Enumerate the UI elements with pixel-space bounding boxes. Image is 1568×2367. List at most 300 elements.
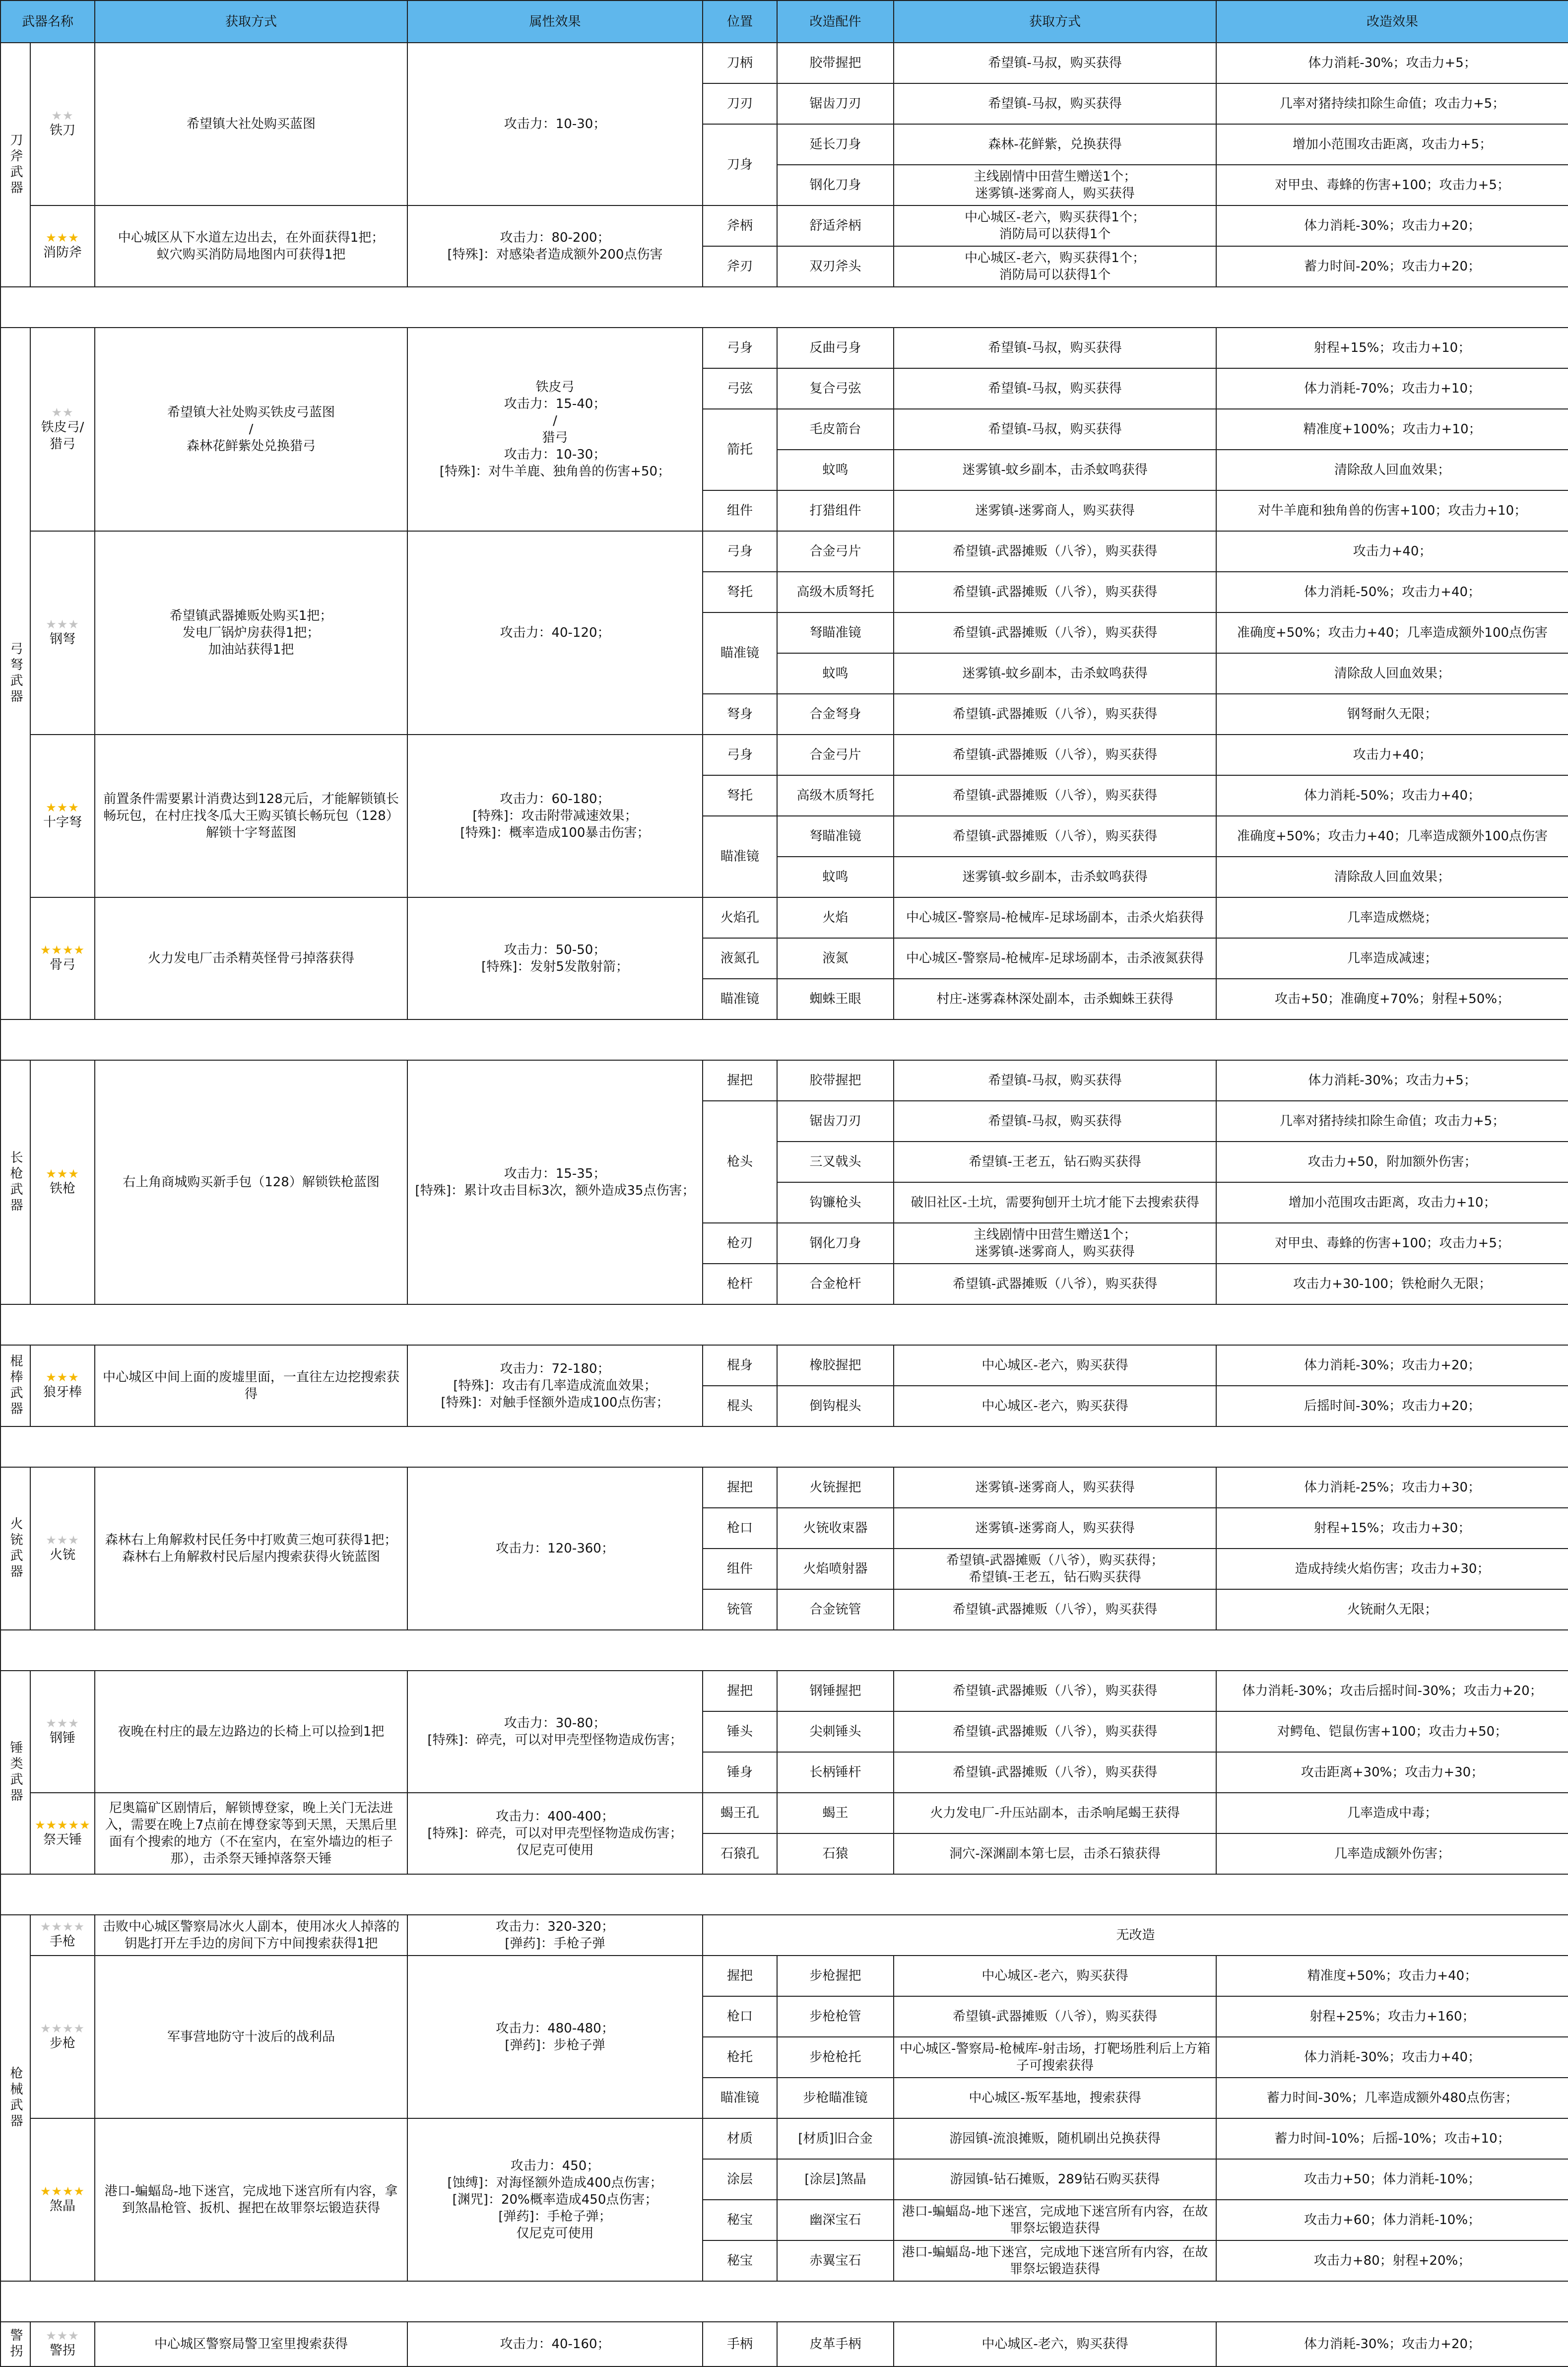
mod-source: 中心城区-叛军基地，搜索获得 <box>894 2078 1216 2118</box>
mod-effect: 后摇时间-30%；攻击力+20； <box>1216 1386 1568 1426</box>
mod-position: 秘宝 <box>703 2240 777 2281</box>
mod-effect: 精准度+50%；攻击力+40； <box>1216 1956 1568 1996</box>
star-rating <box>35 1717 90 1730</box>
mod-position: 棍头 <box>703 1386 777 1426</box>
mod-position: 锤头 <box>703 1711 777 1752</box>
star-icon: ★ <box>57 1716 68 1730</box>
star-icon: ★ <box>57 1370 68 1384</box>
weapon-stats: 攻击力：320-320； [弹药]：手枪子弹 <box>407 1915 703 1956</box>
weapon-stats: 攻击力：480-480； [弹药]：步枪子弹 <box>407 1956 703 2118</box>
star-icon: ★ <box>68 1533 79 1547</box>
mod-effect: 攻击+50；准确度+70%；射程+50%； <box>1216 979 1568 1019</box>
star-icon: ★ <box>73 2022 85 2035</box>
mod-source: 中心城区-警察局-枪械库-射击场，打靶场胜利后上方箱子可搜索获得 <box>894 2037 1216 2078</box>
table-row <box>0 1956 1568 1996</box>
mod-part: 火焰 <box>777 897 894 938</box>
mod-part: 步枪枪管 <box>777 1996 894 2037</box>
mod-source: 希望镇-武器摊贩（八爷），购买获得 <box>894 775 1216 816</box>
star-rating <box>35 801 90 814</box>
mod-part: 橡胶握把 <box>777 1345 894 1386</box>
mod-effect: 体力消耗-30%；攻击后摇时间-30%；攻击力+20； <box>1216 1671 1568 1711</box>
star-icon: ★ <box>68 1370 79 1384</box>
category-label: 火铳武器 <box>0 1467 30 1630</box>
weapon-name-cell <box>30 735 95 897</box>
mod-source: 希望镇-马叔，购买获得 <box>894 83 1216 124</box>
mod-source: 迷雾镇-迷雾商人，购买获得 <box>894 1508 1216 1549</box>
star-rating <box>35 2185 90 2198</box>
header-position: 位置 <box>703 0 777 43</box>
star-icon: ★ <box>68 617 79 631</box>
mod-part: 步枪瞄准镜 <box>777 2078 894 2118</box>
mod-part: 钩镰枪头 <box>777 1182 894 1223</box>
mod-source: 主线剧情中田营生赠送1个； 迷雾镇-迷雾商人，购买获得 <box>894 1223 1216 1264</box>
weapon-stats: 攻击力：15-35； [特殊]：累计攻击目标3次，额外造成35点伤害； <box>407 1060 703 1304</box>
star-icon: ★ <box>68 801 79 814</box>
weapon-source: 夜晚在村庄的最左边路边的长椅上可以捡到1把 <box>95 1671 407 1793</box>
category-label: 警拐 <box>0 2322 30 2367</box>
header-stats: 属性效果 <box>407 0 703 43</box>
mod-effect: 几率造成燃烧； <box>1216 897 1568 938</box>
mod-position: 刀柄 <box>703 43 777 83</box>
mod-part: 钢化刀身 <box>777 165 894 205</box>
weapon-stats: 攻击力：10-30； <box>407 43 703 205</box>
mod-source: 中心城区-警察局-枪械库-足球场副本，击杀液氮获得 <box>894 938 1216 979</box>
mod-part: 合金弩身 <box>777 694 894 735</box>
mod-position: 秘宝 <box>703 2200 777 2240</box>
star-icon: ★ <box>40 943 52 957</box>
table-row <box>0 1793 1568 1833</box>
star-icon: ★ <box>40 2184 52 2198</box>
group-spacer <box>0 287 1568 328</box>
mod-part: 胶带握把 <box>777 43 894 83</box>
weapon-source: 希望镇大社处购买铁皮弓蓝图 / 森林花鲜紫处兑换猎弓 <box>95 328 407 531</box>
category-label: 枪械武器 <box>0 1915 30 2281</box>
header-mod-part: 改造配件 <box>777 0 894 43</box>
mod-source: 希望镇-武器摊贩（八爷），购买获得 <box>894 572 1216 612</box>
mod-position: 刀身 <box>703 124 777 205</box>
star-icon: ★ <box>51 109 63 123</box>
weapon-source: 中心城区从下水道左边出去，在外面获得1把； 蚁穴购买消防局地图内可获得1把 <box>95 205 407 287</box>
weapon-stats: 攻击力：72-180； [特殊]：攻击有几率造成流血效果； [特殊]：对触手怪额外造成100点伤害； <box>407 1345 703 1426</box>
mod-effect: 对鳄龟、铠鼠伤害+100；攻击力+50； <box>1216 1711 1568 1752</box>
mod-source: 中心城区-警察局-枪械库-足球场副本，击杀火焰获得 <box>894 897 1216 938</box>
mod-effect: 攻击距离+30%；攻击力+30； <box>1216 1752 1568 1793</box>
mod-source: 希望镇-武器摊贩（八爷），购买获得 <box>894 1589 1216 1630</box>
mod-position: 石猿孔 <box>703 1833 777 1874</box>
mod-effect: 体力消耗-25%；攻击力+30； <box>1216 1467 1568 1508</box>
weapon-name-cell <box>30 531 95 735</box>
star-icon: ★ <box>46 1370 57 1384</box>
weapon-name-cell <box>30 1671 95 1793</box>
mod-effect: 攻击力+80；射程+20%； <box>1216 2240 1568 2281</box>
weapon-name-cell <box>30 1793 95 1874</box>
mod-source: 希望镇-马叔，购买获得 <box>894 368 1216 409</box>
mod-part: 反曲弓身 <box>777 328 894 368</box>
star-icon: ★ <box>73 943 85 957</box>
star-icon: ★ <box>63 2022 74 2035</box>
star-icon: ★ <box>57 617 68 631</box>
weapon-source: 希望镇大社处购买蓝图 <box>95 43 407 205</box>
star-icon: ★ <box>46 801 57 814</box>
star-icon: ★ <box>68 1167 79 1181</box>
star-icon: ★ <box>73 2184 85 2198</box>
mod-position: 弓身 <box>703 735 777 775</box>
group-spacer <box>0 1019 1568 1060</box>
mod-part: 液氮 <box>777 938 894 979</box>
mod-source: 游园镇-流浪摊贩，随机刷出兑换获得 <box>894 2118 1216 2159</box>
mod-position: 箭托 <box>703 409 777 490</box>
weapon-name: 警拐 <box>50 2343 76 2358</box>
category-label: 刀斧武器 <box>0 43 30 287</box>
group-spacer <box>0 1426 1568 1467</box>
weapon-name-cell <box>30 2118 95 2281</box>
mod-part: 蚊鸣 <box>777 450 894 490</box>
table-row <box>0 735 1568 775</box>
mod-position: 握把 <box>703 1060 777 1101</box>
mod-effect: 体力消耗-30%；攻击力+20； <box>1216 1345 1568 1386</box>
weapon-source: 森林右上角解救村民任务中打败黄三炮可获得1把； 森林右上角解救村民后屋内搜索获得火铳蓝图 <box>95 1467 407 1630</box>
mod-source: 希望镇-武器摊贩（八爷），购买获得 <box>894 735 1216 775</box>
mod-effect: 清除敌人回血效果； <box>1216 653 1568 694</box>
spacer-cell <box>0 1426 1568 1467</box>
mod-position: 瞄准镜 <box>703 612 777 694</box>
weapon-name: 消防斧 <box>43 245 82 260</box>
mod-effect: 体力消耗-30%；攻击力+40； <box>1216 2037 1568 2078</box>
mod-position: 瞄准镜 <box>703 979 777 1019</box>
mod-source: 希望镇-武器摊贩（八爷），购买获得； 希望镇-王老五，钻石购买获得 <box>894 1549 1216 1589</box>
mod-effect: 清除敌人回血效果； <box>1216 857 1568 897</box>
weapon-source: 火力发电厂击杀精英怪骨弓掉落获得 <box>95 897 407 1019</box>
weapon-name-cell <box>30 2322 95 2367</box>
mod-effect: 射程+15%；攻击力+30； <box>1216 1508 1568 1549</box>
star-icon: ★ <box>46 1533 57 1547</box>
header-row <box>0 0 1568 43</box>
weapon-source: 港口-蝙蝠岛-地下迷宫，完成地下迷宫所有内容，拿到煞晶枪管、扳机、握把在故罪祭坛锻造获得 <box>95 2118 407 2281</box>
group-spacer <box>0 2281 1568 2322</box>
weapon-name: 铁刀 <box>50 123 76 138</box>
spacer-cell <box>0 1019 1568 1060</box>
star-icon: ★ <box>68 2329 79 2343</box>
star-icon: ★ <box>63 1920 74 1934</box>
star-rating <box>35 406 90 419</box>
mod-position: 枪口 <box>703 1508 777 1549</box>
mod-effect: 钢弩耐久无限； <box>1216 694 1568 735</box>
mod-effect: 蓄力时间-10%；后摇-10%；攻击+10； <box>1216 2118 1568 2159</box>
mod-position: 弓身 <box>703 328 777 368</box>
star-icon: ★ <box>63 406 74 419</box>
star-icon: ★ <box>46 617 57 631</box>
weapon-stats: 攻击力：450； [蚀缚]：对海怪额外造成400点伤害； [渊咒]：20%概率造成450点伤害； [弹药]：手枪子弹； 仅尼克可使用 <box>407 2118 703 2281</box>
mod-source: 希望镇-武器摊贩（八爷），购买获得 <box>894 1671 1216 1711</box>
mod-effect: 火铳耐久无限； <box>1216 1589 1568 1630</box>
mod-effect: 体力消耗-70%；攻击力+10； <box>1216 368 1568 409</box>
star-icon: ★ <box>73 1920 85 1934</box>
mod-effect: 体力消耗-30%；攻击力+20； <box>1216 2322 1568 2367</box>
star-icon: ★ <box>63 109 74 123</box>
weapon-name: 煞晶 <box>50 2199 76 2214</box>
weapon-name: 祭天锤 <box>43 1832 82 1847</box>
star-icon: ★ <box>63 943 74 957</box>
mod-source: 迷雾镇-蚊乡副本，击杀蚊鸣获得 <box>894 450 1216 490</box>
weapon-name-cell <box>30 1467 95 1630</box>
weapon-name-cell <box>30 205 95 287</box>
mod-part: 火铳握把 <box>777 1467 894 1508</box>
weapon-stats: 攻击力：30-80； [特殊]：碎壳，可以对甲壳型怪物造成伤害； <box>407 1671 703 1793</box>
mod-effect: 几率对猪持续扣除生命值；攻击力+5； <box>1216 83 1568 124</box>
mod-part: 赤翼宝石 <box>777 2240 894 2281</box>
mod-position: 弩托 <box>703 775 777 816</box>
mod-position: 枪口 <box>703 1996 777 2037</box>
star-rating <box>35 1167 90 1180</box>
mod-position: 握把 <box>703 1671 777 1711</box>
star-icon: ★ <box>51 2022 63 2035</box>
mod-effect: 攻击力+60；体力消耗-10%； <box>1216 2200 1568 2240</box>
mod-position: 握把 <box>703 1956 777 1996</box>
mod-part: 打猎组件 <box>777 490 894 531</box>
mod-source: 森林-花鲜紫，兑换获得 <box>894 124 1216 165</box>
weapon-name-cell <box>30 897 95 1019</box>
mod-position: 瞄准镜 <box>703 816 777 897</box>
spacer-cell <box>0 1630 1568 1671</box>
mod-part: 蚊鸣 <box>777 857 894 897</box>
mod-part: 弩瞄准镜 <box>777 816 894 857</box>
mod-effect: 蓄力时间-30%；几率造成额外480点伤害； <box>1216 2078 1568 2118</box>
mod-source: 中心城区-老六，购买获得 <box>894 1386 1216 1426</box>
mod-part: 高级木质弩托 <box>777 775 894 816</box>
mod-source: 迷雾镇-迷雾商人，购买获得 <box>894 490 1216 531</box>
table-row <box>0 2118 1568 2159</box>
mod-effect: 体力消耗-50%；攻击力+40； <box>1216 775 1568 816</box>
mod-source: 迷雾镇-蚊乡副本，击杀蚊鸣获得 <box>894 857 1216 897</box>
group-spacer <box>0 1630 1568 1671</box>
mod-effect: 射程+25%；攻击力+160； <box>1216 1996 1568 2037</box>
mod-source: 洞穴-深渊副本第七层，击杀石猿获得 <box>894 1833 1216 1874</box>
mod-source: 希望镇-武器摊贩（八爷），购买获得 <box>894 1996 1216 2037</box>
mod-effect: 攻击力+50；体力消耗-10%； <box>1216 2159 1568 2200</box>
spacer-cell <box>0 1304 1568 1345</box>
mod-effect: 体力消耗-30%；攻击力+5； <box>1216 1060 1568 1101</box>
mod-position: 蝎王孔 <box>703 1793 777 1833</box>
mod-position: 枪头 <box>703 1101 777 1223</box>
star-rating <box>35 2329 90 2342</box>
weapon-stats: 铁皮弓 攻击力：15-40； / 猎弓 攻击力：10-30； [特殊]：对牛羊鹿、独角兽的伤害+50； <box>407 328 703 531</box>
weapon-stats: 攻击力：80-200； [特殊]：对感染者造成额外200点伤害 <box>407 205 703 287</box>
weapon-source: 击败中心城区警察局冰火人副本，使用冰火人掉落的钥匙打开左手边的房间下方中间搜索获得1把 <box>95 1915 407 1956</box>
star-rating <box>35 2022 90 2035</box>
mod-effect: 准确度+50%；攻击力+40；几率造成额外100点伤害 <box>1216 816 1568 857</box>
mod-source: 希望镇-马叔，购买获得 <box>894 1060 1216 1101</box>
mod-part: 延长刀身 <box>777 124 894 165</box>
table-row <box>0 43 1568 83</box>
table-row <box>0 2322 1568 2367</box>
mod-part: 尖刺锤头 <box>777 1711 894 1752</box>
weapon-source: 中心城区警察局警卫室里搜索获得 <box>95 2322 407 2367</box>
mod-part: 钢锤握把 <box>777 1671 894 1711</box>
mod-part: 长柄锤杆 <box>777 1752 894 1793</box>
table-row <box>0 205 1568 246</box>
mod-position: 刀刃 <box>703 83 777 124</box>
weapon-name: 钢锤 <box>50 1731 76 1746</box>
mod-position: 斧柄 <box>703 205 777 246</box>
mod-part: 步枪握把 <box>777 1956 894 1996</box>
mod-part: 弩瞄准镜 <box>777 612 894 653</box>
mod-effect: 对牛羊鹿和独角兽的伤害+100；攻击力+10； <box>1216 490 1568 531</box>
mod-source: 迷雾镇-迷雾商人，购买获得 <box>894 1467 1216 1508</box>
table-row <box>0 1915 1568 1956</box>
mod-source: 中心城区-老六，购买获得1个； 消防局可以获得1个 <box>894 205 1216 246</box>
spacer-cell <box>0 2281 1568 2322</box>
weapon-name: 步枪 <box>50 2036 76 2051</box>
weapon-stats: 攻击力：120-360； <box>407 1467 703 1630</box>
weapon-name-cell <box>30 43 95 205</box>
mod-source: 破旧社区-土坑，需要狗刨开土坑才能下去搜索获得 <box>894 1182 1216 1223</box>
weapon-source: 尼奥篇矿区剧情后，解锁博登家，晚上关门无法进入，需要在晚上7点前在博登家等到天黑，天黑后里面有个搜索的地方（不在室内，在室外墙边的柜子那），击杀祭天锤掉落祭天锤 <box>95 1793 407 1874</box>
mod-part: 锯齿刀刃 <box>777 1101 894 1142</box>
star-rating <box>35 1371 90 1384</box>
mod-effect: 射程+15%；攻击力+10； <box>1216 328 1568 368</box>
mod-position: 弩托 <box>703 572 777 612</box>
weapon-name: 铁枪 <box>50 1181 76 1196</box>
mod-position: 枪杆 <box>703 1264 777 1304</box>
mod-part: 合金弓片 <box>777 735 894 775</box>
star-icon: ★ <box>63 2184 74 2198</box>
group-spacer <box>0 1304 1568 1345</box>
mod-source: 希望镇-武器摊贩（八爷），购买获得 <box>894 1264 1216 1304</box>
mod-position: 弓弦 <box>703 368 777 409</box>
weapon-stats: 攻击力：40-160； <box>407 2322 703 2367</box>
no-mod-text: 无改造 <box>703 1915 1568 1956</box>
weapon-source: 军事营地防守十波后的战利品 <box>95 1956 407 2118</box>
star-icon: ★ <box>79 1818 91 1832</box>
mod-effect: 体力消耗-30%；攻击力+5； <box>1216 43 1568 83</box>
mod-source: 希望镇-马叔，购买获得 <box>894 43 1216 83</box>
weapon-name: 十字弩 <box>43 815 82 830</box>
mod-source: 中心城区-老六，购买获得 <box>894 1345 1216 1386</box>
mod-position: 瞄准镜 <box>703 2078 777 2118</box>
star-rating <box>35 1819 90 1831</box>
mod-source: 村庄-迷雾森林深处副本，击杀蜘蛛王获得 <box>894 979 1216 1019</box>
header-mod-effect: 改造效果 <box>1216 0 1568 43</box>
star-icon: ★ <box>51 1920 63 1934</box>
mod-source: 希望镇-马叔，购买获得 <box>894 328 1216 368</box>
mod-source: 希望镇-马叔，购买获得 <box>894 1101 1216 1142</box>
mod-effect: 精准度+100%；攻击力+10； <box>1216 409 1568 450</box>
header-weapon-name: 武器名称 <box>0 0 95 43</box>
star-rating <box>35 109 90 122</box>
weapon-name-cell <box>30 1956 95 2118</box>
mod-position: 枪刃 <box>703 1223 777 1264</box>
star-rating <box>35 944 90 956</box>
mod-effect: 攻击力+40； <box>1216 531 1568 572</box>
mod-source: 中心城区-老六，购买获得1个； 消防局可以获得1个 <box>894 246 1216 287</box>
mod-position: 棍身 <box>703 1345 777 1386</box>
mod-part: 复合弓弦 <box>777 368 894 409</box>
mod-part: 蚊鸣 <box>777 653 894 694</box>
star-icon: ★ <box>51 943 63 957</box>
mod-source: 希望镇-王老五，钻石购买获得 <box>894 1142 1216 1182</box>
mod-effect: 增加小范围攻击距离，攻击力+5； <box>1216 124 1568 165</box>
weapon-name: 钢弩 <box>50 632 76 647</box>
mod-part: 步枪枪托 <box>777 2037 894 2078</box>
mod-part: [材质]旧合金 <box>777 2118 894 2159</box>
mod-effect: 几率造成中毒； <box>1216 1793 1568 1833</box>
mod-source: 希望镇-武器摊贩（八爷），购买获得 <box>894 694 1216 735</box>
mod-source: 希望镇-武器摊贩（八爷），购买获得 <box>894 816 1216 857</box>
weapon-stats: 攻击力：60-180； [特殊]：攻击附带减速效果； [特殊]：概率造成100暴击伤害； <box>407 735 703 897</box>
table-row <box>0 531 1568 572</box>
star-rating <box>35 1534 90 1547</box>
mod-part: 双刃斧头 <box>777 246 894 287</box>
star-icon: ★ <box>40 2022 52 2035</box>
weapon-name: 骨弓 <box>50 957 76 972</box>
mod-part: 幽深宝石 <box>777 2200 894 2240</box>
star-icon: ★ <box>46 1818 58 1832</box>
table-row <box>0 1060 1568 1101</box>
mod-source: 中心城区-老六，购买获得 <box>894 2322 1216 2367</box>
star-icon: ★ <box>35 1818 46 1832</box>
mod-position: 手柄 <box>703 2322 777 2367</box>
weapon-name: 火铳 <box>50 1548 76 1562</box>
star-rating <box>35 618 90 631</box>
mod-position: 铳管 <box>703 1589 777 1630</box>
star-icon: ★ <box>68 231 79 245</box>
star-icon: ★ <box>57 1533 68 1547</box>
weapon-stats: 攻击力：40-120； <box>407 531 703 735</box>
mod-position: 液氮孔 <box>703 938 777 979</box>
mod-position: 弩身 <box>703 694 777 735</box>
mod-position: 火焰孔 <box>703 897 777 938</box>
weapon-stats: 攻击力：50-50； [特殊]：发射5发散射箭； <box>407 897 703 1019</box>
mod-position: 握把 <box>703 1467 777 1508</box>
mod-part: [涂层]煞晶 <box>777 2159 894 2200</box>
mod-source: 港口-蝙蝠岛-地下迷宫，完成地下迷宫所有内容，在故罪祭坛锻造获得 <box>894 2240 1216 2281</box>
mod-position: 涂层 <box>703 2159 777 2200</box>
mod-source: 希望镇-武器摊贩（八爷），购买获得 <box>894 1711 1216 1752</box>
weapon-source: 中心城区中间上面的废墟里面，一直往左边挖搜索获得 <box>95 1345 407 1426</box>
star-icon: ★ <box>57 1818 68 1832</box>
star-icon: ★ <box>46 1716 57 1730</box>
table-row <box>0 328 1568 368</box>
star-icon: ★ <box>46 2329 57 2343</box>
mod-part: 高级木质弩托 <box>777 572 894 612</box>
weapon-source: 希望镇武器摊贩处购买1把； 发电厂锅炉房获得1把； 加油站获得1把 <box>95 531 407 735</box>
mod-part: 锯齿刀刃 <box>777 83 894 124</box>
mod-source: 游园镇-钻石摊贩，289钻石购买获得 <box>894 2159 1216 2200</box>
table-row <box>0 1671 1568 1711</box>
mod-part: 钢化刀身 <box>777 1223 894 1264</box>
mod-effect: 几率造成额外伤害； <box>1216 1833 1568 1874</box>
mod-effect: 清除敌人回血效果； <box>1216 450 1568 490</box>
mod-source: 希望镇-马叔，购买获得 <box>894 409 1216 450</box>
mod-part: 三叉戟头 <box>777 1142 894 1182</box>
star-icon: ★ <box>46 1167 57 1181</box>
mod-source: 火力发电厂-升压站副本，击杀响尾蝎王获得 <box>894 1793 1216 1833</box>
star-icon: ★ <box>51 406 63 419</box>
mod-effect: 攻击力+40； <box>1216 735 1568 775</box>
category-label: 弓弩武器 <box>0 328 30 1019</box>
mod-effect: 体力消耗-50%；攻击力+40； <box>1216 572 1568 612</box>
weapon-name-cell <box>30 1915 95 1956</box>
star-rating <box>35 1920 90 1933</box>
star-icon: ★ <box>57 231 68 245</box>
mod-effect: 对甲虫、毒蜂的伤害+100；攻击力+5； <box>1216 1223 1568 1264</box>
mod-part: 合金铳管 <box>777 1589 894 1630</box>
star-icon: ★ <box>51 2184 63 2198</box>
mod-part: 皮革手柄 <box>777 2322 894 2367</box>
weapon-name-cell <box>30 1345 95 1426</box>
mod-part: 石猿 <box>777 1833 894 1874</box>
weapon-name: 铁皮弓/ 猎弓 <box>41 420 84 452</box>
